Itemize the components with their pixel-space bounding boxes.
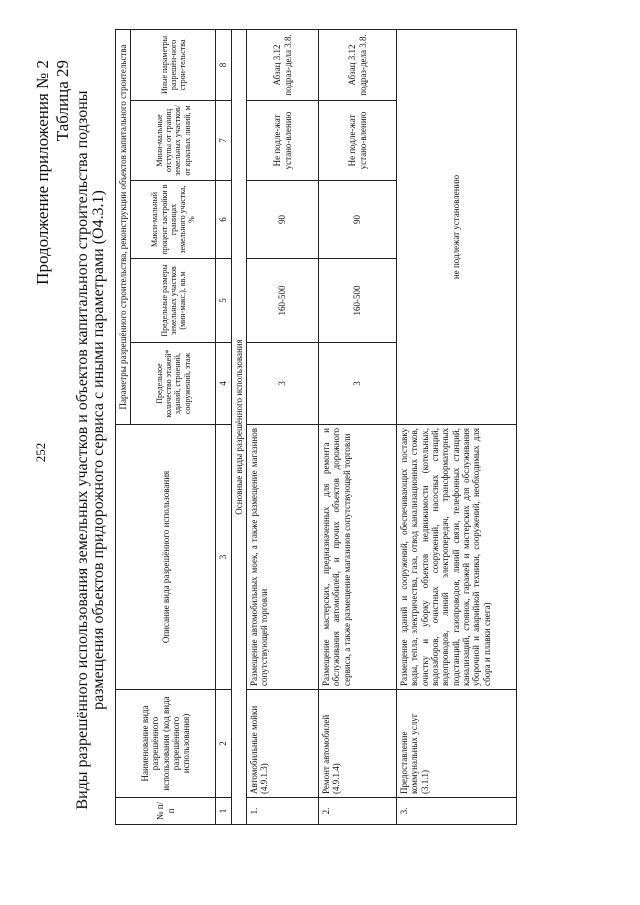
header-other: Иные параметры разрешён-ного строи-тельства [131, 29, 216, 100]
row-num: 3. [397, 798, 517, 825]
row-floors: 3 [247, 343, 319, 425]
col-number: 2 [216, 690, 231, 798]
row-num: 2. [319, 798, 397, 825]
row-num: 1. [247, 798, 319, 825]
table-label: Таблица 29 [53, 60, 72, 142]
header-num: № п/п [116, 798, 216, 825]
header-description: Описание вида разрешённого использования [116, 425, 216, 690]
row-description: Размещение автомобильных моек, а также размещение магазинов сопутствующей торговли [247, 425, 319, 690]
header-setback: Мини-мальные отступы от границ земельных участков/ от красных линий, м [131, 101, 216, 181]
col-number: 6 [216, 181, 231, 259]
row-coverage: 90 [319, 181, 397, 259]
header-params-group: Параметры разрешённого строительства, реконструкции объектов капитального строительства [116, 29, 131, 424]
section-row [231, 29, 246, 824]
row-setback: Не подле-жат устано-влению [247, 101, 319, 181]
row-floors: 3 [319, 343, 397, 425]
table-row [397, 29, 517, 824]
table-row [319, 29, 397, 824]
col-number: 4 [216, 343, 231, 425]
row-area: 160-500 [319, 259, 397, 343]
row-other: Абзац 3.12 подраз-дела 3.8. [247, 29, 319, 100]
table-row [247, 29, 319, 824]
page-number: 252 [33, 442, 48, 463]
appendix-continuation: Продолжение приложения № 2 [33, 60, 52, 285]
row-area: 160-500 [247, 259, 319, 343]
row-setback: Не подле-жат устано-влению [319, 101, 397, 181]
section-title: Основные виды разрешённого использования [231, 29, 246, 824]
row-coverage: 90 [247, 181, 319, 259]
column-number-row [216, 29, 231, 824]
row-merged-params: не подлежат установлению [397, 29, 517, 424]
header-row-1 [116, 29, 131, 824]
header-name: Наименование вида разрешённого использования (код вида разрешённого использования) [116, 690, 216, 798]
col-number: 1 [216, 798, 231, 825]
col-number: 7 [216, 101, 231, 181]
row-description: Размещение мастерских, предназначенных для ремонта и обслуживания автомобилей, и прочих объектов дорожного сервиса, а также размещение магазинов сопутствующей торговли [319, 425, 397, 690]
document-title: Виды разрешённого использования земельных участков и объектов капитального строительства подзоны размещения объектов придорожного сервиса с иными параметрами (О4.3.1) [74, 90, 107, 810]
zoning-table [115, 29, 517, 825]
row-description: Размещение зданий и сооружений, обеспечивающих поставку воды, тепла, электричества, газа, отвод канализационных стоков, очистку и уборку объектов недвижимости (котельных, водозаборов, очистных сооружений, насосных станций, водопроводов, линий электропередач, трансформаторных подстанций, газопроводов, линий связи, телефонных станций, канализаций, стоянок, гаражей и мастерских для обслуживания уборочной и аварийной техники, сооружений, необходимых для сбора и плавки снега) [397, 425, 517, 690]
col-number: 8 [216, 29, 231, 100]
header-coverage: Макси-мальный процент застройки в границах земельного участка, % [131, 181, 216, 259]
col-number: 5 [216, 259, 231, 343]
header-floors: Предельное количество этажей* зданий, строений, сооружений, этаж [131, 343, 216, 425]
row-name: Автомобильные мойки (4.9.1.3) [247, 690, 319, 798]
row-name: Предоставление коммунальных услуг (3.1.1) [397, 690, 517, 798]
col-number: 3 [216, 425, 231, 690]
row-other: Абзац 3.12 подраз-дела 3.8. [319, 29, 397, 100]
header-area: Предельные размеры земельных участков (мин-макс.), кв.м [131, 259, 216, 343]
row-name: Ремонт автомобилей (4.9.1.4) [319, 690, 397, 798]
